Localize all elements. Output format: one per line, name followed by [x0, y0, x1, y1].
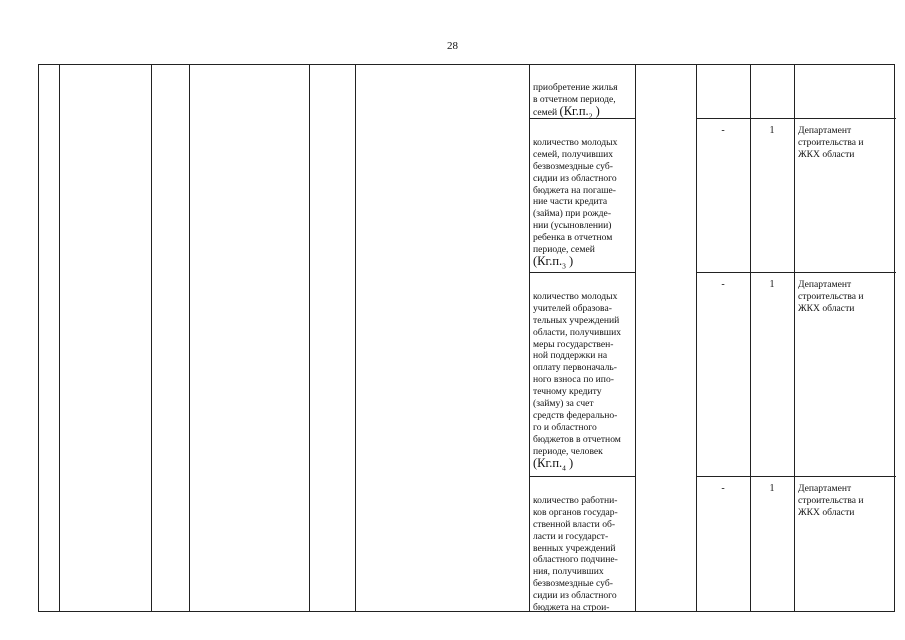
program-indicators-table: [38, 64, 895, 612]
value-before-row-4: -: [721, 483, 725, 494]
column-divider: [750, 65, 751, 611]
column-divider: [355, 65, 356, 611]
indicator-row-2: количество молодых семей, получивших безвозмездные суб- сидии из областного бюджета на погаше- ние части кредита (займа) при рожде- нии (усыновлении) ребенка в отчетном периоде, семей ($Кг.п._3$ ): [533, 136, 618, 271]
indicator-row-1: приобретение жилья в отчетном периоде, семей ($Кг.п._2$ ): [533, 81, 618, 121]
formula-row-2: ($Кг.п._3$ ): [533, 253, 574, 271]
indicator-row-3: количество молодых учителей образова- тельных учреждений области, получивших меры государствен- ной поддержки на оплату первоначаль- ного взноса по ипо- течному кредиту (займу) за счет средств федерально- го и областного бюджетов в отчетном периоде, человек ($Кг.п._4$ ): [533, 290, 622, 473]
column-divider: [529, 65, 530, 611]
value-after-row-4: 1: [769, 483, 775, 494]
row-divider: [529, 476, 635, 477]
responsible-row-2: Департамент строительства и ЖКХ области: [798, 125, 864, 160]
column-divider: [794, 65, 795, 611]
formula-row-3: ($Кг.п._4$ ): [533, 455, 574, 473]
value-after-row-3: 1: [769, 279, 775, 290]
value-before-row-3: -: [721, 279, 725, 290]
row-divider: [696, 272, 896, 273]
indicator-row-4: количество работни- ков органов государ- ственной власти об- ласти и государст- венных учреждений областного подчине- ния, получивших безвозмездные суб- сидии из областного бюджета на строи-: [533, 494, 618, 614]
page-number: 28: [447, 40, 458, 52]
formula-row-1: ($Кг.п._2$ ): [559, 103, 600, 121]
column-divider: [309, 65, 310, 611]
column-divider: [151, 65, 152, 611]
column-divider: [635, 65, 636, 611]
responsible-row-4: Департамент строительства и ЖКХ области: [798, 483, 864, 518]
column-divider: [696, 65, 697, 611]
value-before-row-2: -: [721, 125, 725, 136]
row-divider: [696, 476, 896, 477]
column-divider: [189, 65, 190, 611]
responsible-row-3: Департамент строительства и ЖКХ области: [798, 279, 864, 314]
value-after-row-2: 1: [769, 125, 775, 136]
row-divider: [696, 118, 896, 119]
column-divider: [59, 65, 60, 611]
